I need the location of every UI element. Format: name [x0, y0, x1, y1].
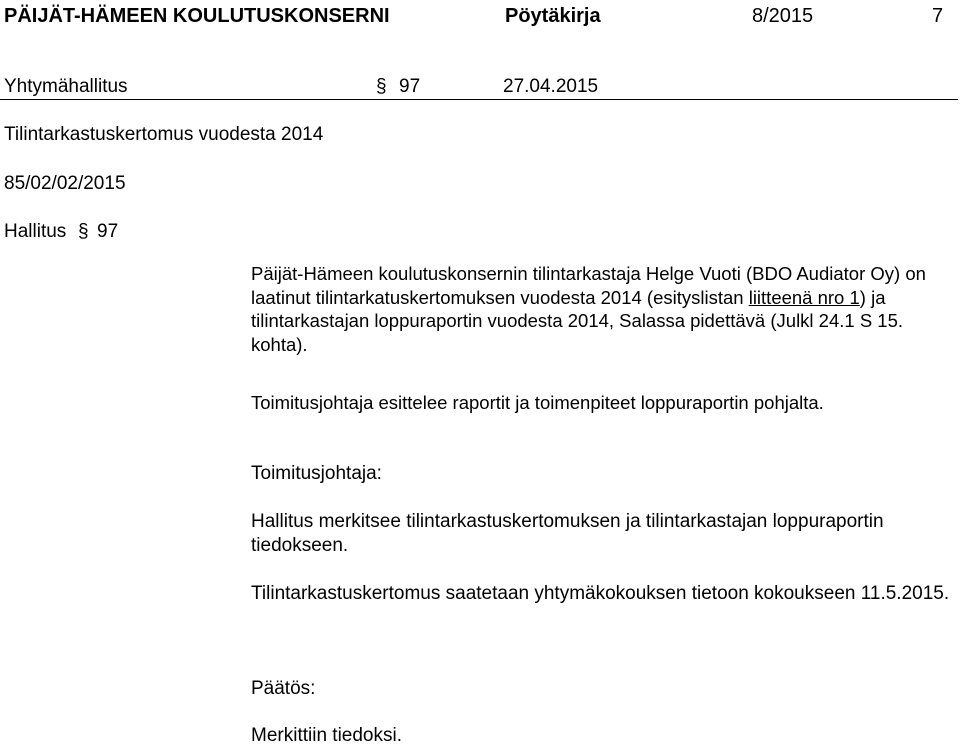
document-type: Pöytäkirja: [505, 5, 601, 27]
attachment-link[interactable]: liitteenä nro 1: [748, 286, 860, 308]
agenda-title: Tilintarkastuskertomus vuodesta 2014: [4, 124, 324, 145]
document-number: 8/2015: [752, 5, 814, 27]
page-number: 7: [932, 5, 944, 27]
meeting-body: Yhtymähallitus: [4, 76, 128, 97]
prior-section-symbol-icon: §: [78, 221, 89, 242]
proposal-paragraph-1: Hallitus merkitsee tilintarkastuskertomuksen ja tilintarkastajan loppuraportin tiedokseen.: [251, 511, 884, 556]
presentation-paragraph: Toimitusjohtaja esittelee raportit ja toimenpiteet loppuraportin pohjalta.: [251, 392, 824, 413]
intro-paragraph: [251, 262, 956, 356]
agenda-reference: 85/02/02/2015: [4, 173, 126, 194]
proposal-paragraph-2: Tilintarkastuskertomus saatetaan yhtymäkokouksen tietoon kokoukseen 11.5.2015.: [251, 583, 950, 604]
meeting-date: 27.04.2015: [503, 76, 599, 97]
organization-name: PÄIJÄT-HÄMEEN KOULUTUSKONSERNI: [4, 5, 390, 27]
section-number: 97: [399, 76, 421, 97]
intro-text-part1: Päijät-Hämeen koulutuskonsernin tilintarkastaja Helge Vuoti (BDO Audiator Oy) on laatinut tilintarkatuskertomuksen vuodesta 2014 (esityslistan: [251, 263, 926, 308]
intro-text-part2: ) ja tilintarkastajan loppuraportin vuodesta 2014, Salassa pidettävä (Julkl 24.1 S 15. kohta).: [251, 286, 904, 355]
header-divider: [0, 99, 958, 100]
decision-label: Päätös:: [251, 678, 316, 699]
section-symbol-icon: §: [376, 76, 387, 97]
decision-text: Merkittiin tiedoksi.: [251, 725, 402, 746]
prior-section-number: 97: [97, 221, 119, 242]
prior-body: Hallitus: [4, 221, 67, 242]
proposer-label: Toimitusjohtaja:: [251, 463, 382, 484]
